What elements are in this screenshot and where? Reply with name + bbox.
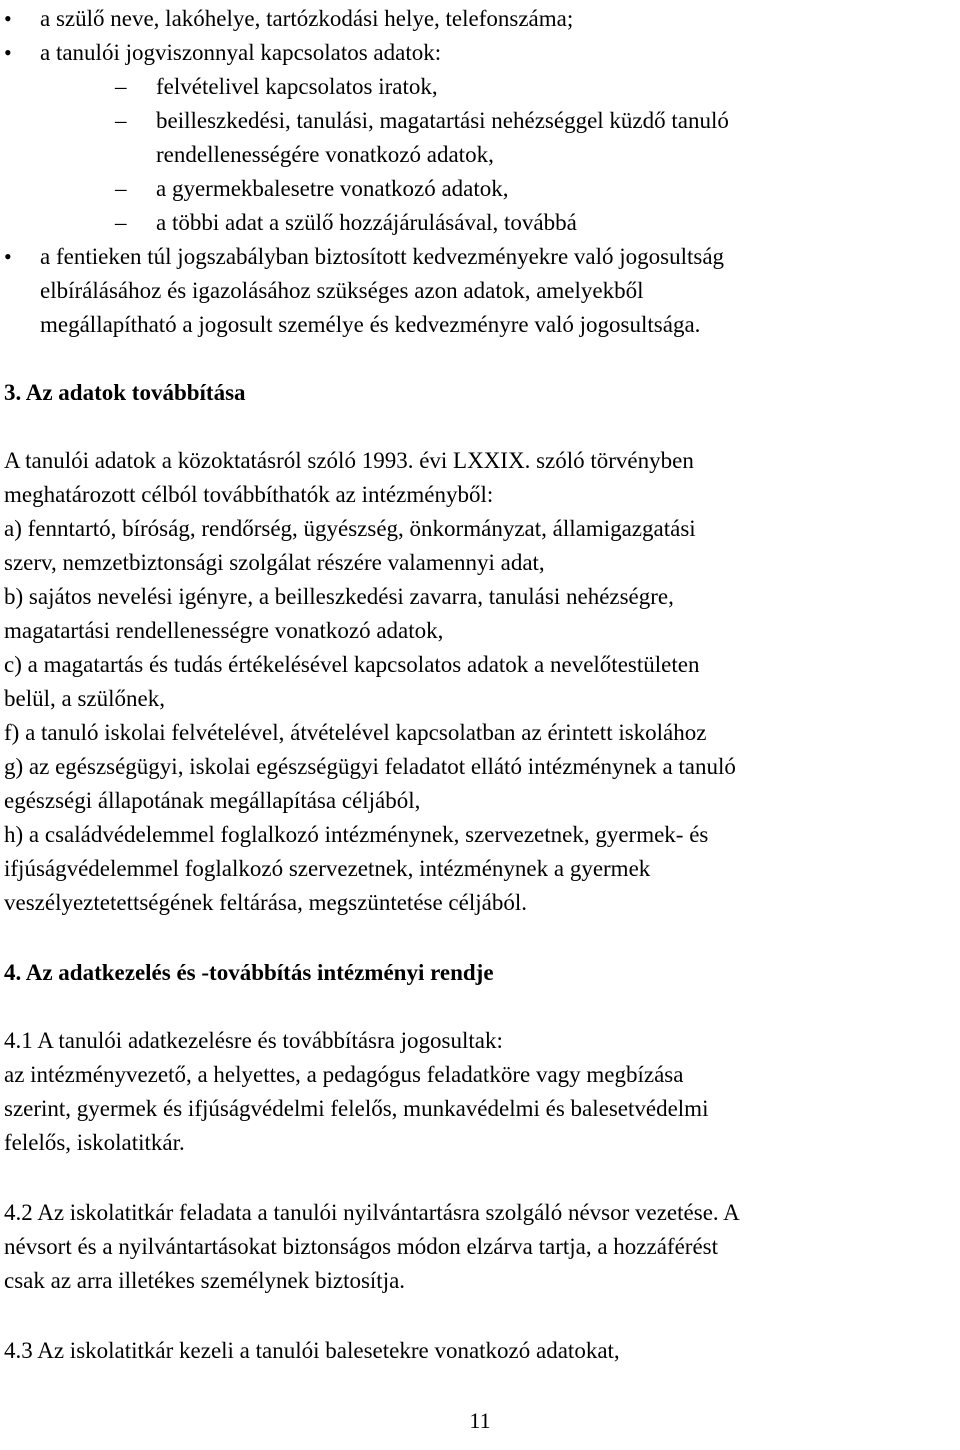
dash-icon: – bbox=[115, 176, 127, 201]
bullet-icon: • bbox=[4, 6, 12, 31]
sub-item-line: felvételivel kapcsolatos iratok, bbox=[156, 74, 438, 99]
paragraph-line: veszélyeztetettségének feltárása, megszüntetése céljából. bbox=[4, 890, 527, 915]
bullet-line: a szülő neve, lakóhelye, tartózkodási helye, telefonszáma; bbox=[40, 6, 574, 31]
paragraph-line: ifjúságvédelemmel foglalkozó szervezetnek, intézménynek a gyermek bbox=[4, 856, 651, 881]
bullet-icon: • bbox=[4, 244, 12, 269]
paragraph-line: szerint, gyermek és ifjúságvédelmi felelős, munkavédelmi és balesetvédelmi bbox=[4, 1096, 709, 1121]
paragraph-line: belül, a szülőnek, bbox=[4, 686, 165, 711]
page-number: 11 bbox=[469, 1408, 491, 1433]
dash-icon: – bbox=[115, 210, 127, 235]
paragraph-line: az intézményvezető, a helyettes, a pedagógus feladatköre vagy megbízása bbox=[4, 1062, 684, 1087]
sub-item-line: a gyermekbalesetre vonatkozó adatok, bbox=[156, 176, 509, 201]
sub-item-line: rendellenességére vonatkozó adatok, bbox=[156, 142, 494, 167]
paragraph-line: egészségi állapotának megállapítása céljából, bbox=[4, 788, 421, 813]
paragraph-line: h) a családvédelemmel foglalkozó intézménynek, szervezetnek, gyermek- és bbox=[4, 822, 709, 847]
bullet-line: elbírálásához és igazolásához szükséges azon adatok, amelyekből bbox=[40, 278, 644, 303]
paragraph-line: csak az arra illetékes személynek biztosítja. bbox=[4, 1268, 406, 1293]
section-heading: 4. Az adatkezelés és -továbbítás intézményi rendje bbox=[4, 960, 494, 985]
paragraph-line: 4.3 Az iskolatitkár kezeli a tanulói balesetekre vonatkozó adatokat, bbox=[4, 1338, 620, 1363]
paragraph-line: b) sajátos nevelési igényre, a beilleszkedési zavarra, tanulási nehézségre, bbox=[4, 584, 674, 609]
paragraph-line: felelős, iskolatitkár. bbox=[4, 1130, 185, 1155]
section-heading: 3. Az adatok továbbítása bbox=[4, 380, 246, 405]
paragraph-line: magatartási rendellenességre vonatkozó adatok, bbox=[4, 618, 444, 643]
paragraph-line: névsort és a nyilvántartásokat biztonságos módon elzárva tartja, a hozzáférést bbox=[4, 1234, 718, 1259]
paragraph-line: szerv, nemzetbiztonsági szolgálat részére valamennyi adat, bbox=[4, 550, 545, 575]
paragraph-line: 4.2 Az iskolatitkár feladata a tanulói nyilvántartásra szolgáló névsor vezetése. A bbox=[4, 1200, 740, 1225]
bullet-line: megállapítható a jogosult személye és kedvezményre való jogosultsága. bbox=[40, 312, 701, 337]
paragraph-line: meghatározott célból továbbíthatók az intézményből: bbox=[4, 482, 494, 507]
sub-item-line: a többi adat a szülő hozzájárulásával, továbbá bbox=[156, 210, 577, 235]
bullet-line: a tanulói jogviszonnyal kapcsolatos adatok: bbox=[40, 40, 442, 65]
paragraph-line: a) fenntartó, bíróság, rendőrség, ügyészség, önkormányzat, államigazgatási bbox=[4, 516, 696, 541]
paragraph-line: 4.1 A tanulói adatkezelésre és továbbításra jogosultak: bbox=[4, 1028, 503, 1053]
paragraph-line: A tanulói adatok a közoktatásról szóló 1993. évi LXXIX. szóló törvényben bbox=[4, 448, 694, 473]
bullet-line: a fentieken túl jogszabályban biztosított kedvezményekre való jogosultság bbox=[40, 244, 725, 269]
paragraph-line: c) a magatartás és tudás értékelésével kapcsolatos adatok a nevelőtestületen bbox=[4, 652, 700, 677]
dash-icon: – bbox=[115, 108, 127, 133]
bullet-icon: • bbox=[4, 40, 12, 65]
paragraph-line: f) a tanuló iskolai felvételével, átvételével kapcsolatban az érintett iskolához bbox=[4, 720, 707, 745]
paragraph-line: g) az egészségügyi, iskolai egészségügyi feladatot ellátó intézménynek a tanuló bbox=[4, 754, 736, 779]
sub-item-line: beilleszkedési, tanulási, magatartási nehézséggel küzdő tanuló bbox=[156, 108, 729, 133]
dash-icon: – bbox=[115, 74, 127, 99]
